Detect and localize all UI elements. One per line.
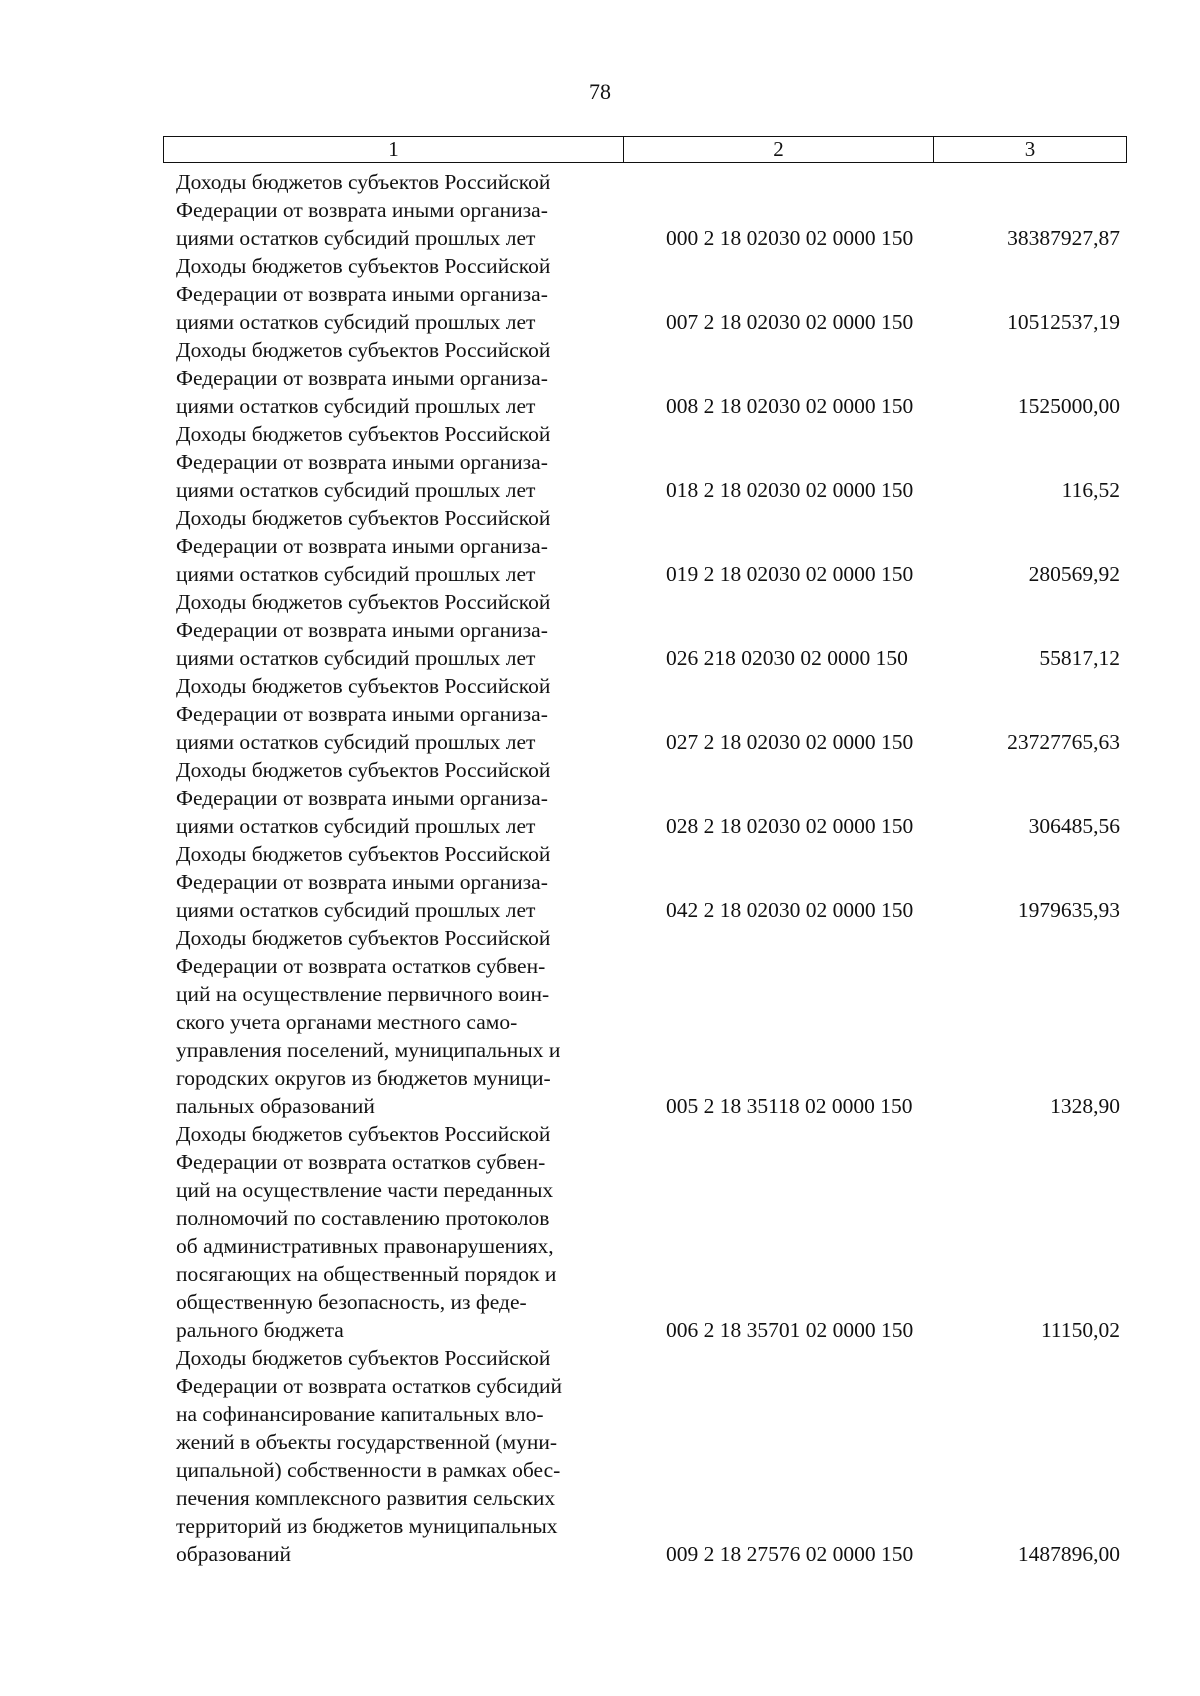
table-row (176, 924, 1126, 1120)
header-col-1: 1 (164, 137, 624, 162)
row-code: 027 2 18 02030 02 0000 150 (666, 730, 914, 754)
table-header (163, 136, 1127, 163)
table-row (176, 252, 1126, 336)
row-code: 008 2 18 02030 02 0000 150 (666, 394, 914, 418)
row-amount: 55817,12 (1039, 646, 1120, 670)
table-row (176, 504, 1126, 588)
row-code: 019 2 18 02030 02 0000 150 (666, 562, 914, 586)
table-row (176, 672, 1126, 756)
row-code: 018 2 18 02030 02 0000 150 (666, 478, 914, 502)
row-code: 007 2 18 02030 02 0000 150 (666, 310, 914, 334)
row-code: 028 2 18 02030 02 0000 150 (666, 814, 914, 838)
row-code: 006 2 18 35701 02 0000 150 (666, 1318, 914, 1342)
row-amount: 280569,92 (1028, 562, 1120, 586)
row-description: Доходы бюджетов субъектов Российской Федерации от возврата иными организа- циями остатков субсидий прошлых лет (176, 338, 551, 418)
table-row (176, 1344, 1126, 1568)
row-description: Доходы бюджетов субъектов Российской Федерации от возврата иными организа- циями остатков субсидий прошлых лет (176, 422, 551, 502)
row-description: Доходы бюджетов субъектов Российской Федерации от возврата иными организа- циями остатков субсидий прошлых лет (176, 674, 551, 754)
row-amount: 306485,56 (1028, 814, 1120, 838)
table-body (176, 168, 1126, 1568)
row-description: Доходы бюджетов субъектов Российской Федерации от возврата иными организа- циями остатков субсидий прошлых лет (176, 506, 551, 586)
row-amount: 10512537,19 (1007, 310, 1120, 334)
page-number: 78 (589, 79, 611, 104)
row-amount: 1487896,00 (1017, 1542, 1120, 1566)
row-description: Доходы бюджетов субъектов Российской Федерации от возврата иными организа- циями остатков субсидий прошлых лет (176, 758, 551, 838)
row-amount: 1328,90 (1050, 1094, 1120, 1118)
table-row (176, 336, 1126, 420)
table-row (176, 756, 1126, 840)
table-row (176, 420, 1126, 504)
row-description: Доходы бюджетов субъектов Российской Федерации от возврата иными организа- циями остатков субсидий прошлых лет (176, 590, 551, 670)
table-row (176, 840, 1126, 924)
row-description: Доходы бюджетов субъектов Российской Федерации от возврата остатков субвен- ций на осуществление первичного воин- ского учета органами местного само- управления поселений, муниципальных и городских округов из бюджетов муници- пальных образований (176, 926, 561, 1118)
row-code: 042 2 18 02030 02 0000 150 (666, 898, 914, 922)
row-code: 000 2 18 02030 02 0000 150 (666, 226, 914, 250)
row-code: 026 218 02030 02 0000 150 (666, 646, 908, 670)
header-col-3: 3 (1024, 137, 1036, 161)
row-description: Доходы бюджетов субъектов Российской Федерации от возврата иными организа- циями остатков субсидий прошлых лет (176, 842, 551, 922)
row-code: 009 2 18 27576 02 0000 150 (666, 1542, 914, 1566)
row-amount: 1979635,93 (1017, 898, 1120, 922)
row-amount: 1525000,00 (1017, 394, 1120, 418)
table-row (176, 1120, 1126, 1344)
table-row (176, 588, 1126, 672)
row-description: Доходы бюджетов субъектов Российской Федерации от возврата остатков субсидий на софинансирование капитальных вло- жений в объекты государственной (муни- ципальной) собственности в рамках обес- печения комплексного развития сельских территорий из бюджетов муниципальных образований (176, 1346, 563, 1566)
row-description: Доходы бюджетов субъектов Российской Федерации от возврата остатков субвен- ций на осуществление части переданных полномочий по составлению протоколов об административных правонарушениях, посягающих на общественный порядок и общественную безопасность, из феде- рального бюджета (176, 1122, 557, 1342)
row-description: Доходы бюджетов субъектов Российской Федерации от возврата иными организа- циями остатков субсидий прошлых лет (176, 254, 551, 334)
header-col-2: 2 (624, 137, 934, 162)
row-amount: 116,52 (1061, 478, 1120, 502)
table-row (176, 168, 1126, 252)
row-code: 005 2 18 35118 02 0000 150 (666, 1094, 913, 1118)
row-description: Доходы бюджетов субъектов Российской Федерации от возврата иными организа- циями остатков субсидий прошлых лет (176, 170, 551, 250)
row-amount: 11150,02 (1040, 1318, 1120, 1342)
row-amount: 23727765,63 (1007, 730, 1120, 754)
row-amount: 38387927,87 (1007, 226, 1120, 250)
